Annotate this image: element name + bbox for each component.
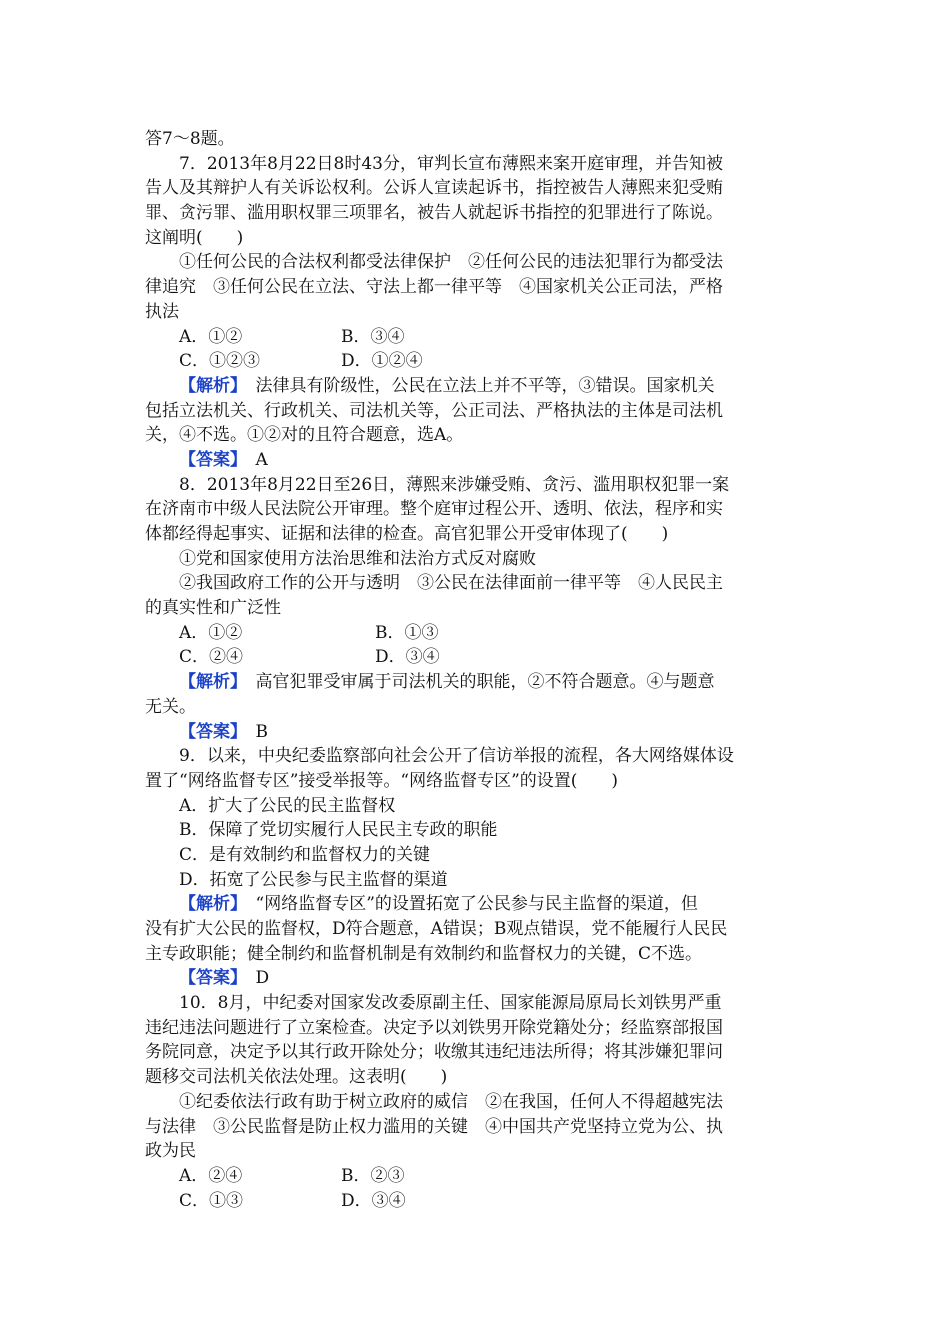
option-c: C．①②③ [179, 351, 261, 372]
question-stem-line: 10．8月，中纪委对国家发改委原副主任、国家能源局原局长刘铁男严重 [179, 993, 722, 1014]
statement-line: 执法 [145, 301, 179, 322]
option-a: A．扩大了公民的民主监督权 [179, 795, 396, 816]
answer-tag: 【答案】 [179, 968, 239, 989]
analysis-text: 法律具有阶级性，公民在立法上并不平等，③错误。国家机关 [238, 375, 715, 396]
option-b: B．①③ [375, 622, 439, 643]
option-b: B．③④ [341, 326, 405, 347]
statement-line: ①纪委依法行政有助于树立政府的威信 ②在我国，任何人不得超越宪法 [179, 1091, 723, 1112]
analysis-line: 主专政职能；健全制约和监督机制是有效制约和监督权力的关键，C不选。 [145, 943, 703, 964]
statement-line: ①任何公民的合法权利都受法律保护 ②任何公民的违法犯罪行为都受法 [179, 252, 723, 273]
question-10 [145, 991, 815, 1213]
options-row [145, 621, 815, 646]
question-stem-line: 7．2013年8月22日8时43分，审判长宣布薄熙来案开庭审理，并告知被 [179, 153, 723, 174]
option-d: D．③④ [341, 1190, 406, 1211]
analysis-line [145, 892, 815, 917]
statement-line: 与法律 ③公民监督是防止权力滥用的关键 ④中国共产党坚持立党为公、执 [145, 1116, 723, 1137]
analysis-line: 关，④不选。①②对的且符合题意，选A。 [145, 425, 464, 446]
analysis-text: 高官犯罪受审属于司法机关的职能，②不符合题意。④与题意 [238, 672, 715, 693]
question-stem-line: 罪、贪污罪、滥用职权罪三项罪名，被告人就起诉书指控的犯罪进行了陈说。 [145, 203, 723, 224]
question-stem-line: 在济南市中级人民法院公开审理。整个庭审过程公开、透明、依法，程序和实 [145, 499, 723, 520]
statement-line: 政为民 [145, 1141, 196, 1162]
question-stem-line: 违纪违法问题进行了立案检查。决定予以刘铁男开除党籍处分；经监察部报国 [145, 1017, 723, 1038]
answer-tag: 【答案】 [179, 721, 239, 742]
analysis-line: 包括立法机关、行政机关、司法机关等，公正司法、严格执法的主体是司法机 [145, 400, 723, 421]
question-7 [145, 152, 815, 473]
options-row [145, 325, 815, 350]
question-stem-line: 这阐明( ) [145, 227, 244, 248]
question-stem-line: 务院同意，决定予以其行政开除处分；收缴其违纪违法所得；将其涉嫌犯罪问 [145, 1042, 723, 1063]
answer-line [145, 966, 815, 991]
question-stem-line: 8．2013年8月22日至26日，薄熙来涉嫌受贿、贪污、滥用职权犯罪一案 [179, 474, 730, 495]
option-d: D．③④ [375, 647, 440, 668]
statement-line: 律追究 ③任何公民在立法、守法上都一律平等 ④国家机关公正司法，严格 [145, 277, 723, 298]
option-c: C．②④ [179, 647, 244, 668]
question-8 [145, 473, 815, 745]
answer-value: B [238, 721, 268, 742]
question-stem-line: 题移交司法机关依法处理。这表明( ) [145, 1067, 448, 1088]
answer-tag: 【答案】 [179, 449, 239, 470]
option-b: B．保障了党切实履行人民民主专政的职能 [179, 820, 498, 841]
analysis-line [145, 670, 815, 695]
answer-value: D [238, 968, 270, 989]
analysis-line: 无关。 [145, 696, 196, 717]
analysis-tag: 【解析】 [179, 894, 239, 915]
option-d: D．拓宽了公民参与民主监督的渠道 [179, 869, 448, 890]
options-row [145, 1189, 815, 1214]
option-c: C．是有效制约和监督权力的关键 [179, 844, 431, 865]
answer-line [145, 448, 815, 473]
analysis-text: “网络监督专区”的设置拓宽了公民参与民主监督的渠道，但 [238, 894, 698, 915]
option-b: B．②③ [341, 1165, 405, 1186]
question-stem-line: 体都经得起事实、证据和法律的检查。高官犯罪公开受审体现了( ) [145, 524, 669, 544]
question-stem-line: 置了“网络监督专区”接受举报等。“网络监督专区”的设置( ) [145, 770, 619, 791]
option-a: A．①② [179, 326, 243, 347]
statement-line: ②我国政府工作的公开与透明 ③公民在法律面前一律平等 ④人民民主 [179, 573, 723, 594]
options-row [145, 645, 815, 670]
question-9 [145, 744, 815, 991]
analysis-line [145, 374, 815, 399]
analysis-tag: 【解析】 [179, 672, 239, 693]
question-stem-line: 告人及其辩护人有关诉讼权利。公诉人宣读起诉书，指控被告人薄熙来犯受贿 [145, 178, 723, 199]
answer-line [145, 720, 815, 745]
statement-line: ①党和国家使用方法治思维和法治方式反对腐败 [179, 548, 536, 569]
question-stem-line: 9．以来，中央纪委监察部向社会公开了信访举报的流程，各大网络媒体设 [179, 746, 734, 767]
analysis-line: 没有扩大公民的监督权，D符合题意，A错误；B观点错误，党不能履行人民民 [145, 919, 728, 939]
options-row [145, 1164, 815, 1189]
answer-value: A [238, 449, 268, 470]
intro-text: 答7～8题。 [145, 129, 235, 149]
exam-content [145, 127, 815, 1213]
option-d: D．①②④ [341, 351, 423, 372]
option-a: A．②④ [179, 1165, 243, 1186]
statement-line: 的真实性和广泛性 [145, 598, 281, 619]
option-c: C．①③ [179, 1190, 244, 1211]
analysis-tag: 【解析】 [179, 375, 239, 396]
options-row [145, 349, 815, 374]
option-a: A．①② [179, 622, 243, 643]
